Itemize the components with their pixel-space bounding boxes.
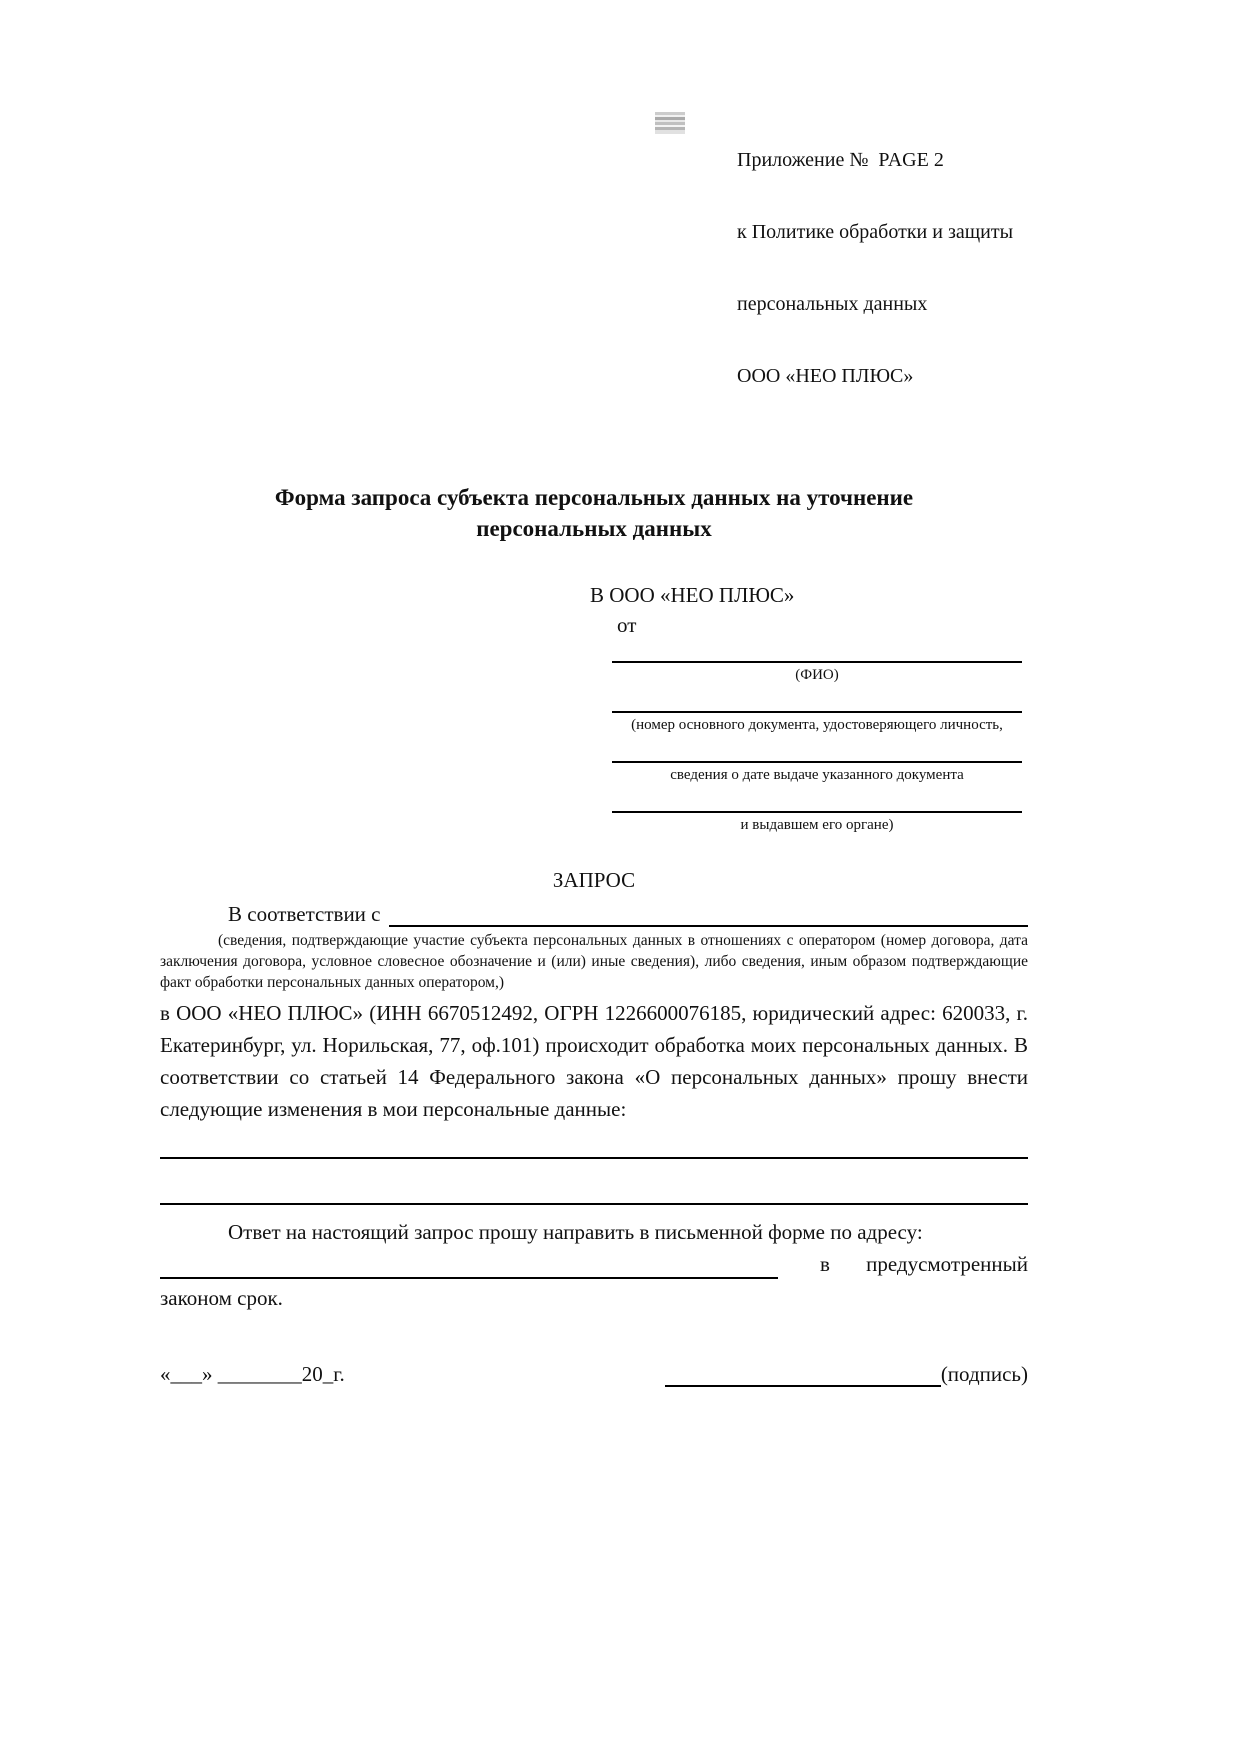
request-heading: ЗАПРОС: [552, 868, 636, 892]
signature-group: [665, 1361, 1028, 1387]
appendix-policy-line2: персональных данных: [737, 293, 928, 315]
issue-date-blank-line: [612, 739, 1022, 763]
document-number-caption: (номер основного документа, удостоверяющего личность,: [631, 717, 1003, 733]
field-document-number: [612, 689, 1022, 734]
document-title: Форма запроса субъекта персональных данных на уточнение персональных данных: [274, 485, 914, 541]
issuing-authority-blank-line: [612, 789, 1022, 813]
appendix-policy-line: к Политике обработки и защиты: [737, 221, 1014, 243]
response-term-line: законом срок.: [160, 1286, 283, 1310]
response-word-v: в: [820, 1252, 830, 1276]
response-request-line: Ответ на настоящий запрос прошу направить в письменной форме по адресу:: [228, 1220, 923, 1244]
fio-blank-line: [612, 639, 1022, 663]
response-address-blank-line: [160, 1253, 778, 1279]
changes-blank-line-1: [160, 1157, 1028, 1159]
date-signature-row: [160, 1361, 1028, 1387]
addressee-from-label: от: [617, 613, 637, 637]
signature-blank-line: [665, 1361, 941, 1387]
header-row: [160, 100, 1028, 436]
request-intro-blank-line: [389, 901, 1029, 927]
field-code-icon: [655, 112, 685, 134]
date-blank: «___» ________20_г.: [160, 1362, 345, 1386]
company-name: ООО «НЕО ПЛЮС»: [737, 365, 914, 387]
fill-in-fields: [612, 639, 1022, 834]
response-word-predusmotrennyi: предусмотренный: [866, 1252, 1028, 1276]
changes-blank-line-2: [160, 1203, 1028, 1205]
addressee-to: В ООО «НЕО ПЛЮС»: [590, 583, 795, 607]
request-body: в ООО «НЕО ПЛЮС» (ИНН 6670512492, ОГРН 1226600076185, юридический адрес: 620033, г. Екатеринбург, ул. Норильская, 77, оф.101) происходит обработка моих персональных данных. В соответствии со статьей 14 Федерального закона «О персональных данных» прошу внести следующие изменения в мои персональные данные:: [160, 1001, 1028, 1121]
field-issue-date: [612, 739, 1022, 784]
appendix-header: [737, 100, 1013, 436]
request-intro-row: [160, 901, 1028, 927]
field-fio: [612, 639, 1022, 684]
document-number-blank-line: [612, 689, 1022, 713]
fio-caption: (ФИО): [795, 667, 839, 683]
field-issuing-authority: [612, 789, 1022, 834]
addressee-block: [160, 582, 1028, 639]
signature-caption: (подпись): [940, 1362, 1028, 1386]
issue-date-caption: сведения о дате выдаче указанного документа: [670, 767, 964, 783]
issuing-authority-caption: и выдавшем его органе): [740, 817, 894, 833]
appendix-number: Приложение № PAGE 2: [737, 149, 944, 171]
request-footnote: (сведения, подтверждающие участие субъекта персональных данных в отношениях с оператором (номер договора, дата заключения договора, условное словесное обозначение и (или) иные сведения), либо сведения, иным образом подтверждающие факт обработки персональных данных оператором,): [160, 932, 1028, 991]
response-address-row: [160, 1249, 1028, 1279]
request-intro-label: В соответствии с: [228, 902, 381, 926]
